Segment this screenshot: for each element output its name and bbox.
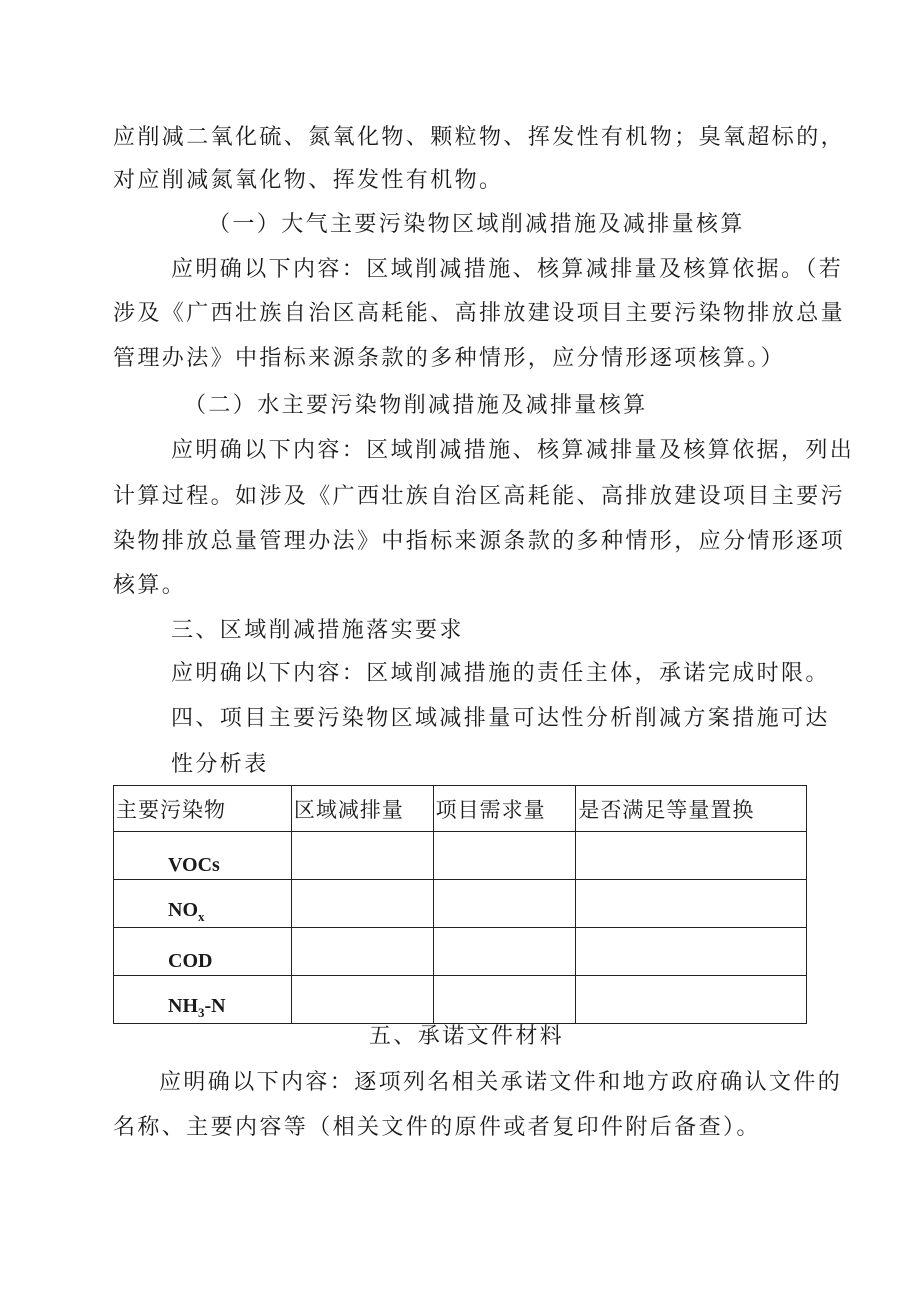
table-row [114, 928, 807, 976]
section-heading: （一）大气主要污染物区域削减措施及减排量核算 [208, 212, 745, 237]
section-heading: 五、承诺文件材料 [369, 1024, 565, 1049]
paragraph-line: 应明确以下内容：区域削减措施、核算减排量及核算依据，列出 [171, 438, 855, 463]
paragraph-line: 染物排放总量管理办法》中指标来源条款的多种情形，应分情形逐项 [113, 529, 846, 554]
table-header-cell: 区域减排量 [291, 786, 433, 832]
table-row [114, 832, 807, 880]
paragraph-line: 名称、主要内容等（相关文件的原件或者复印件附后备查）。 [113, 1115, 761, 1140]
section-heading: （二）水主要污染物削减措施及减排量核算 [184, 393, 648, 418]
table-cell [291, 976, 433, 1024]
table-header-row [114, 786, 807, 832]
section-heading: 三、区域削减措施落实要求 [171, 618, 464, 643]
pollutant-table [113, 785, 807, 1024]
pollutant-cell: COD [114, 928, 292, 976]
table-cell [291, 832, 433, 880]
table-cell [576, 928, 807, 976]
table-cell [433, 976, 576, 1024]
table-header-cell: 项目需求量 [433, 786, 576, 832]
table-row [114, 976, 807, 1024]
table-cell [576, 880, 807, 928]
pollutant-cell: $NO_x$ [114, 880, 292, 928]
table-header-cell: 主要污染物 [114, 786, 292, 832]
paragraph-line: 应明确以下内容：区域削减措施的责任主体，承诺完成时限。 [171, 661, 830, 686]
table-cell [433, 880, 576, 928]
section-heading: 四、项目主要污染物区域减排量可达性分析削减方案措施可达 [171, 706, 830, 731]
pollutant-cell: VOCs [114, 832, 292, 880]
table-row [114, 880, 807, 928]
paragraph-line: 应明确以下内容：区域削减措施、核算减排量及核算依据。（若 [171, 257, 844, 282]
table-cell [433, 832, 576, 880]
section-heading: 性分析表 [171, 752, 269, 777]
table-header-cell: 是否满足等量置换 [576, 786, 807, 832]
table-cell [291, 880, 433, 928]
paragraph-line: 对应削减氮氧化物、挥发性有机物。 [113, 168, 504, 193]
paragraph-line: 核算。 [113, 573, 187, 598]
paragraph-line: 应削减二氧化硫、氮氧化物、颗粒物、挥发性有机物；臭氧超标的， [113, 125, 846, 150]
table-cell [291, 928, 433, 976]
table-cell [576, 976, 807, 1024]
paragraph-line: 涉及《广西壮族自治区高耗能、高排放建设项目主要污染物排放总量 [113, 301, 846, 326]
paragraph-line: 管理办法》中指标来源条款的多种情形，应分情形逐项核算。） [113, 346, 786, 371]
table-cell [576, 832, 807, 880]
paragraph-line: 应明确以下内容：逐项列名相关承诺文件和地方政府确认文件的 [159, 1070, 843, 1095]
table-cell [433, 928, 576, 976]
pollutant-cell: $NH_3-N$ [114, 976, 292, 1024]
paragraph-line: 计算过程。如涉及《广西壮族自治区高耗能、高排放建设项目主要污 [113, 484, 846, 509]
